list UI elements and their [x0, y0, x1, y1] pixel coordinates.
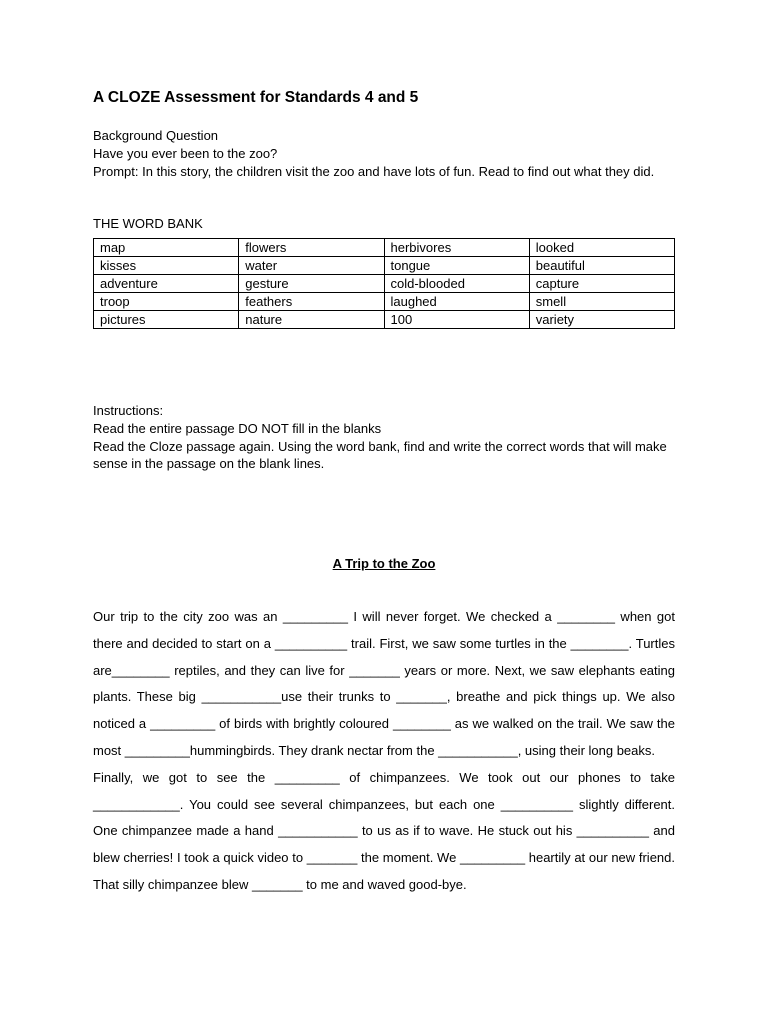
word-bank-cell: gesture — [239, 275, 384, 293]
word-bank-cell: laughed — [384, 293, 529, 311]
word-bank-cell: beautiful — [529, 257, 674, 275]
word-bank-cell: looked — [529, 239, 674, 257]
cloze-passage — [93, 604, 675, 899]
word-bank-cell: capture — [529, 275, 674, 293]
word-bank-cell: kisses — [94, 257, 239, 275]
instructions-section — [93, 402, 676, 473]
passage-paragraph: Our trip to the city zoo was an _________ I will never forget. We checked a ________ when got there and decided to start on a __________ trail. First, we saw some turtles in the ________. Turtles are________ reptiles, and they can live for _______ years or more. Next, we saw elephants eating plants. These big ___________use their trunks to _______, breathe and pick things up. We also noticed a _________ of birds with brightly coloured ________ as we walked on the trail. We saw the most _________hummingbirds. They drank nectar from the ___________, using their long beaks. — [93, 609, 675, 758]
word-bank-heading: THE WORD BANK — [93, 216, 203, 231]
instructions-line: Read the Cloze passage again. Using the word bank, find and write the correct words that will make sense in the passage on the blank lines. — [93, 438, 667, 472]
word-bank-cell: adventure — [94, 275, 239, 293]
word-bank-cell: 100 — [384, 311, 529, 329]
table-row — [94, 275, 675, 293]
table-row — [94, 311, 675, 329]
background-prompt: Prompt: In this story, the children visit the zoo and have lots of fun. Read to find out what they did. — [93, 163, 655, 179]
story-title: A Trip to the Zoo — [332, 556, 436, 571]
passage-paragraph: Finally, we got to see the _________ of chimpanzees. We took out our phones to take ____________. You could see several chimpanzees, but each one __________ slightly different. One chimpanzee made a hand ___________ to us as if to wave. He stuck out his __________ and blew cherries! I took a quick video to _______ the moment. We _________ heartily at our new friend. That silly chimpanzee blew _______ to me and waved good-bye. — [93, 769, 675, 892]
word-bank-cell: cold-blooded — [384, 275, 529, 293]
table-row — [94, 239, 675, 257]
page-title: A CLOZE Assessment for Standards 4 and 5 — [93, 89, 419, 106]
word-bank-cell: troop — [94, 293, 239, 311]
word-bank-cell: water — [239, 257, 384, 275]
word-bank-cell: pictures — [94, 311, 239, 329]
word-bank-cell: variety — [529, 311, 674, 329]
word-bank-cell: map — [94, 239, 239, 257]
table-row — [94, 293, 675, 311]
table-row — [94, 257, 675, 275]
word-bank-cell: herbivores — [384, 239, 529, 257]
word-bank-table — [93, 238, 675, 329]
word-bank-cell: flowers — [239, 239, 384, 257]
instructions-line: Read the entire passage DO NOT fill in the blanks — [93, 420, 382, 436]
word-bank-cell: smell — [529, 293, 674, 311]
word-bank-cell: nature — [239, 311, 384, 329]
background-section — [93, 127, 668, 180]
word-bank-cell: feathers — [239, 293, 384, 311]
word-bank-cell: tongue — [384, 257, 529, 275]
background-question: Have you ever been to the zoo? — [93, 145, 278, 161]
background-heading: Background Question — [93, 128, 219, 143]
instructions-heading: Instructions: — [93, 403, 164, 418]
